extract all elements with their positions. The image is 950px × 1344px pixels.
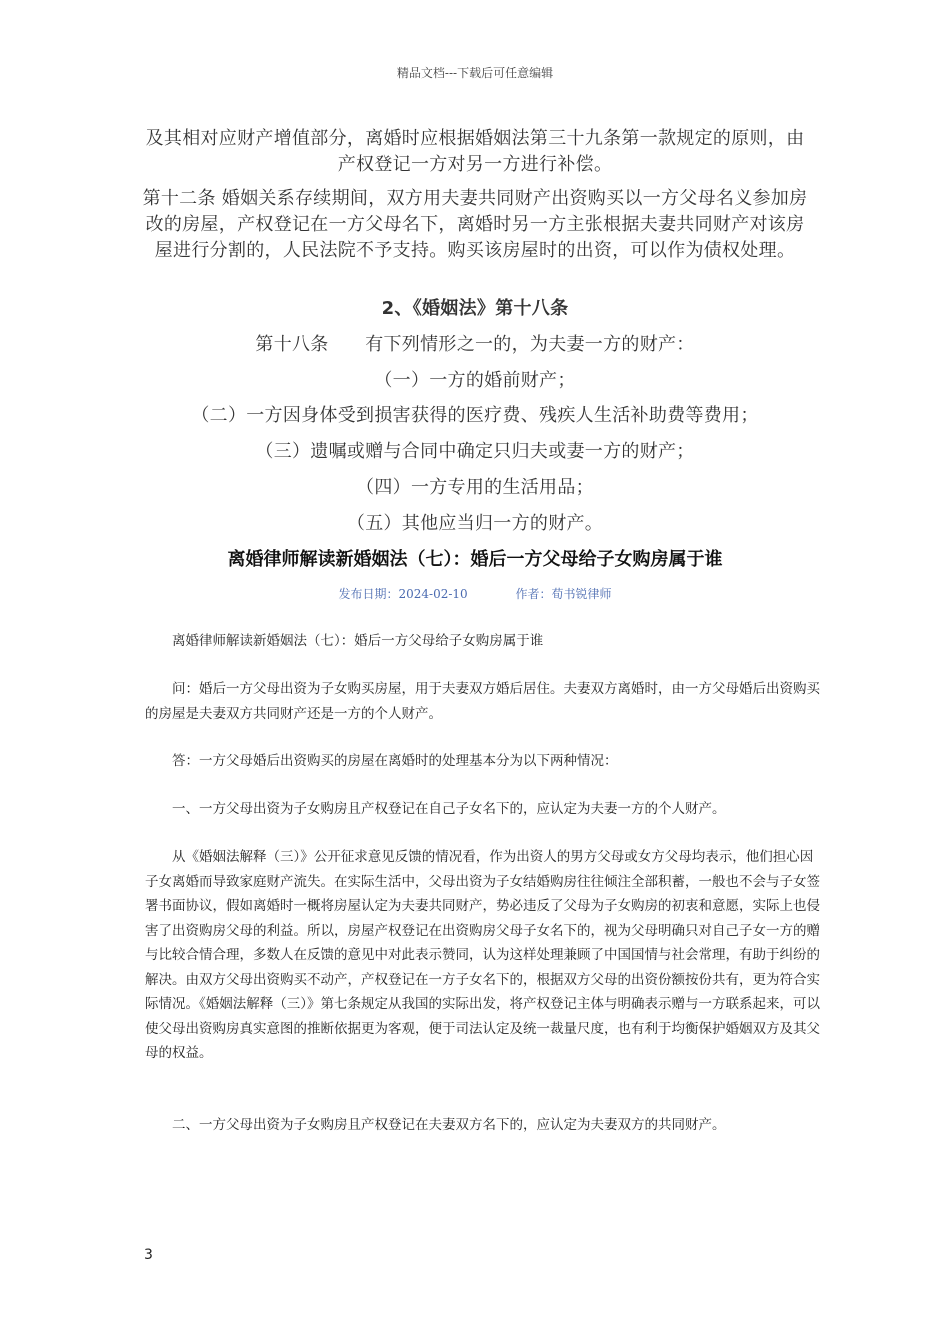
article-paragraph: 问：婚后一方父母出资为子女购买房屋，用于夫妻双方婚后居住。夫妻双方离婚时，由一方父母婚后出资购买的房屋是夫妻双方共同财产还是一方的个人财产。 — [145, 681, 820, 722]
list-item: （三）遗嘱或赠与合同中确定只归夫或妻一方的财产； — [255, 441, 695, 462]
section-heading: 2、《婚姻法》第十八条 — [381, 298, 569, 319]
page-header: 精品文档---下载后可任意编辑 — [396, 66, 554, 80]
article-paragraph: 二、一方父母出资为子女购房且产权登记在夫妻双方名下的，应认定为夫妻双方的共同财产。 — [172, 1117, 726, 1133]
list-item: （一）一方的婚前财产； — [374, 370, 576, 391]
list-item: （二）一方因身体受到损害获得的医疗费、残疾人生活补助费等费用； — [191, 405, 759, 426]
article-paragraph: 离婚律师解读新婚姻法（七）：婚后一方父母给子女购房属于谁 — [172, 633, 544, 649]
article-paragraph: 答：一方父母婚后出资购买的房屋在离婚时的处理基本分为以下两种情况： — [172, 753, 618, 769]
article-paragraph: 一、一方父母出资为子女购房且产权登记在自己子女名下的，应认定为夫妻一方的个人财产。 — [172, 801, 726, 817]
page-number: 3 — [144, 1247, 153, 1263]
list-item: （五）其他应当归一方的财产。 — [346, 513, 604, 534]
paragraph-continued: 及其相对应财产增值部分，离婚时应根据婚姻法第三十九条第一款规定的原则，由产权登记一方对另一方进行补偿。 — [145, 128, 805, 175]
article-meta — [0, 585, 950, 602]
author-link[interactable]: 作者：荀书锐律师 — [515, 587, 612, 601]
article-title: 离婚律师解读新婚姻法（七）：婚后一方父母给子女购房属于谁 — [227, 549, 723, 570]
article-18-intro: 第十八条 有下列情形之一的，为夫妻一方的财产： — [255, 334, 695, 355]
list-item: （四）一方专用的生活用品； — [356, 477, 594, 498]
publish-date: 发布日期：2024-02-10 — [338, 587, 468, 601]
paragraph-article-12: 第十二条 婚姻关系存续期间，双方用夫妻共同财产出资购买以一方父母名义参加房改的房屋，产权登记在一方父母名下，离婚时另一方主张根据夫妻共同财产对该房屋进行分割的，人民法院不予支持。购买该房屋时的出资，可以作为债权处理。 — [142, 188, 808, 261]
article-paragraph: 从《婚姻法解释（三）》公开征求意见反馈的情况看，作为出资人的男方父母或女方父母均表示，他们担心因子女离婚而导致家庭财产流失。在实际生活中，父母出资为子女结婚购房往往倾注全部积蓄，一般也不会与子女签署书面协议，假如离婚时一概将房屋认定为夫妻共同财产，势必违反了父母为子女购房的初衷和意愿，实际上也侵害了出资购房父母的利益。所以，房屋产权登记在出资购房父母子女名下的，视为父母明确只对自己子女一方的赠与比较合情合理，多数人在反馈的意见中对此表示赞同，认为这样处理兼顾了中国国情与社会常理，有助于纠纷的解决。由双方父母出资购买不动产，产权登记在一方子女名下的，根据双方父母的出资份额按份共有，更为符合实际情况。《婚姻法解释（三）》第七条规定从我国的实际出发，将产权登记主体与明确表示赠与一方联系起来，可以使父母出资购房真实意图的推断依据更为客观，便于司法认定及统一裁量尺度，也有利于均衡保护婚姻双方及其父母的权益。 — [145, 849, 820, 1061]
